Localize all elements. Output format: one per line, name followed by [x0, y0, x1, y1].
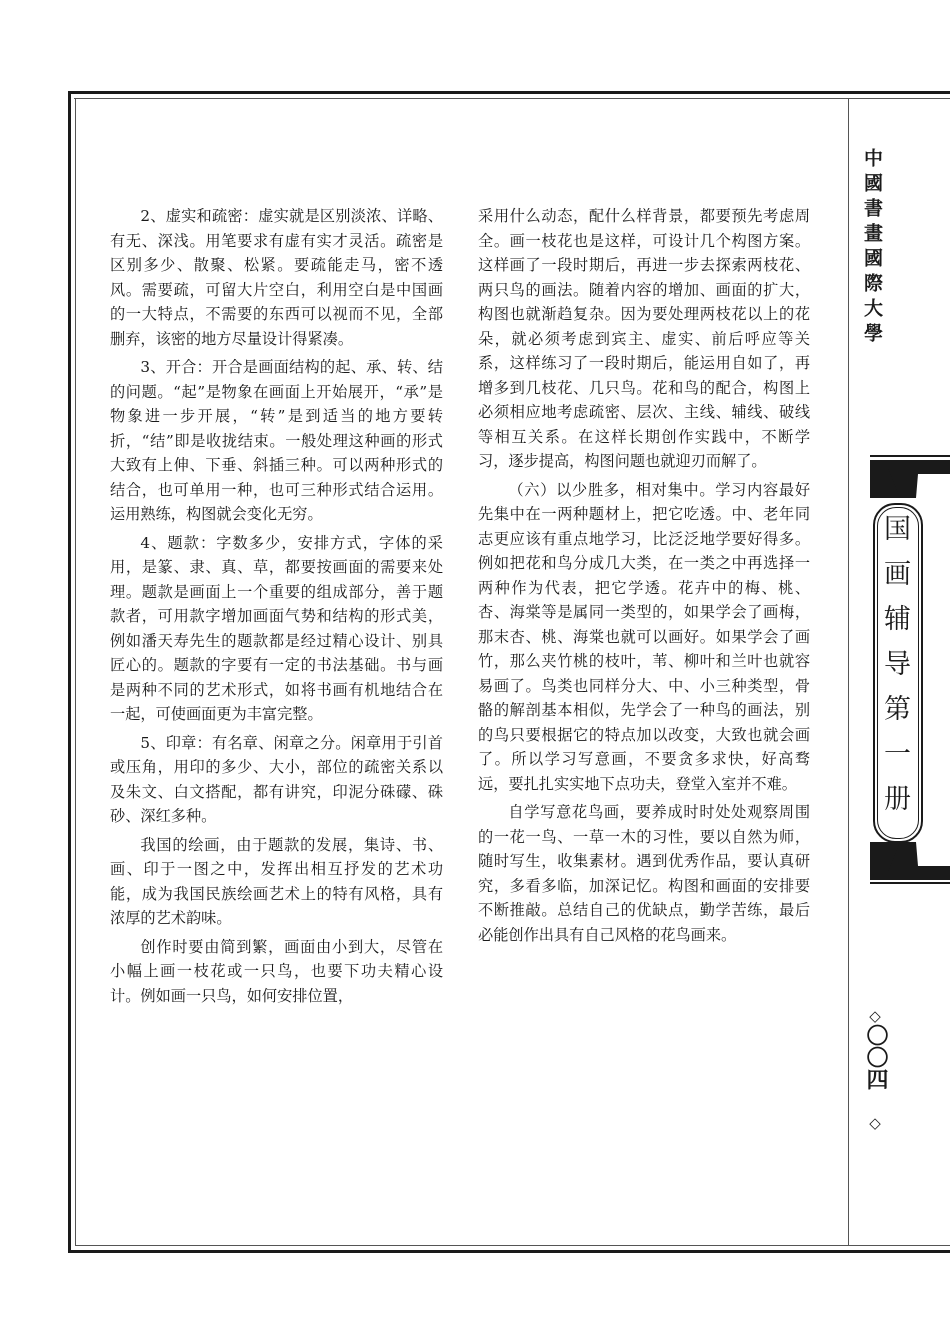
page-number: 〇〇四: [863, 1024, 888, 1090]
diamond-ornament-bottom: ◇: [869, 1114, 881, 1132]
paragraph-tikuan: 4、题款：字数多少，安排方式，字体的采用，是篆、隶、真、草，都要按画面的需要来处理。题款是画面上一个重要的组成部分，善于题款者，可用款字增加画面气势和结构的形式美，例如潘天寿先生的题款都是经过精心设计、别具匠心的。题款的字要有一定的书法基础。书与画是两种不同的艺术形式，如将书画有机地结合在一起，可使画面更为丰富完整。: [110, 533, 443, 723]
book-title: 国画辅导第一册: [879, 514, 910, 829]
paragraph-xushi-shumi: 2、虚实和疏密：虚实就是区别淡浓、详略、有无、深浅。用笔要求有虚有实才灵活。疏密是区别多少、散聚、松紧。要疏能走马，密不透风。需要疏，可留大片空白，利用空白是中国画的一大特点，不需要的东西可以视而不见，全部删弃，该密的地方尽量设计得紧凑。: [110, 207, 443, 348]
title-band-bottom-thin: [870, 882, 950, 884]
page-frame-left: [68, 91, 71, 1253]
page-frame-top: [68, 91, 950, 94]
left-text-column: [110, 204, 443, 1012]
title-cap-top-ornament: [870, 468, 950, 498]
page-frame-left-inner: [75, 98, 76, 1246]
title-cap-bottom-ornament: [870, 842, 950, 872]
title-band-top-thin: [870, 455, 950, 457]
paragraph-continuation: 采用什么动态，配什么样背景，都要预先考虑周全。画一枝花也是这样，可设计几个构图方案。这样画了一段时期后，再进一步去探索两枝花、两只鸟的画法。随着内容的增加、画面的扩大，构图也就渐趋复杂。因为要处理两枝花以上的花朵，就必须考虑到宾主、虚实、前后呼应等关系，这样练习了一段时期后，能运用自如了，再增多到几枝花、几只鸟。花和鸟的配合，构图上必须相应地考虑疏密、层次、主线、辅线、破线等相互关系。在这样长期创作实践中，不断学习，逐步提高，构图问题也就迎刃而解了。: [478, 207, 810, 470]
page-frame-top-inner: [74, 98, 950, 99]
right-text-column: [478, 204, 810, 951]
page-frame-bottom: [68, 1250, 950, 1253]
paragraph-shishuhuayin: 我国的绘画，由于题款的发展，集诗、书、画、印于一图之中，发挥出相互抒发的艺术功能，成为我国民族绘画艺术上的特有风格，具有浓厚的艺术韵味。: [110, 835, 443, 927]
title-band-bottom: [870, 872, 950, 880]
page-frame-bottom-inner: [75, 1245, 950, 1246]
title-band-top: [870, 460, 950, 468]
spine-divider: [848, 98, 849, 1246]
paragraph-yishaoshengduo: （六）以少胜多，相对集中。学习内容最好先集中在一两种题材上，把它吃透。中、老年同志更应该有重点地学习，比泛泛地学要好得多。例如把花和鸟分成几大类，在一类之中再选择一两种作为代表，把它学透。花卉中的梅、桃、杏、海棠等是属同一类型的，如果学会了画梅，那末杏、桃、海棠也就可以画好。如果学会了画竹，那么夹竹桃的枝叶，苇、柳叶和兰叶也就容易画了。鸟类也同样分大、中、小三种类型，骨骼的解剖基本相似，先学会了一种鸟的画法，别的鸟只要根据它的特点加以改变，大致也就会画了。所以学习写意画，不要贪多求快，好高骛远，要扎扎实实地下点功夫，登堂入室并不难。: [478, 480, 810, 793]
paragraph-yinzhang: 5、印章：有名章、闲章之分。闲章用于引首或压角，用印的多少、大小，部位的疏密关系以及朱文、白文搭配，都有讲究，印泥分硃礞、硃砂、深红多种。: [110, 733, 443, 825]
paragraph-zixue: 自学写意花鸟画，要养成时时处处观察周围的一花一鸟、一草一木的习性，要以自然为师，随时写生，收集素材。遇到优秀作品，要认真研究，多看多临，加深记忆。构图和画面的安排要不断推敲。总结自己的优缺点，勤学苦练，最后必能创作出具有自己风格的花鸟画来。: [478, 803, 810, 944]
university-name: 中國書畫國際大學: [861, 148, 883, 348]
paragraph-kaihe: 3、开合：开合是画面结构的起、承、转、结的问题。“起”是物象在画面上开始展开，“承”是物象进一步开展，“转”是到适当的地方要转折，“结”即是收拢结束。一般处理这种画的形式大致有上伸、下垂、斜插三种。可以两种形式的结合，也可单用一种，也可三种形式结合运用。运用熟练，构图就会变化无穷。: [110, 358, 443, 523]
paragraph-chuangzuo: 创作时要由简到繁，画面由小到大，尽管在小幅上画一枝花或一只鸟，也要下功夫精心设计。例如画一只鸟，如何安排位置，: [110, 937, 443, 1005]
diamond-ornament-top: ◇: [869, 1007, 881, 1025]
